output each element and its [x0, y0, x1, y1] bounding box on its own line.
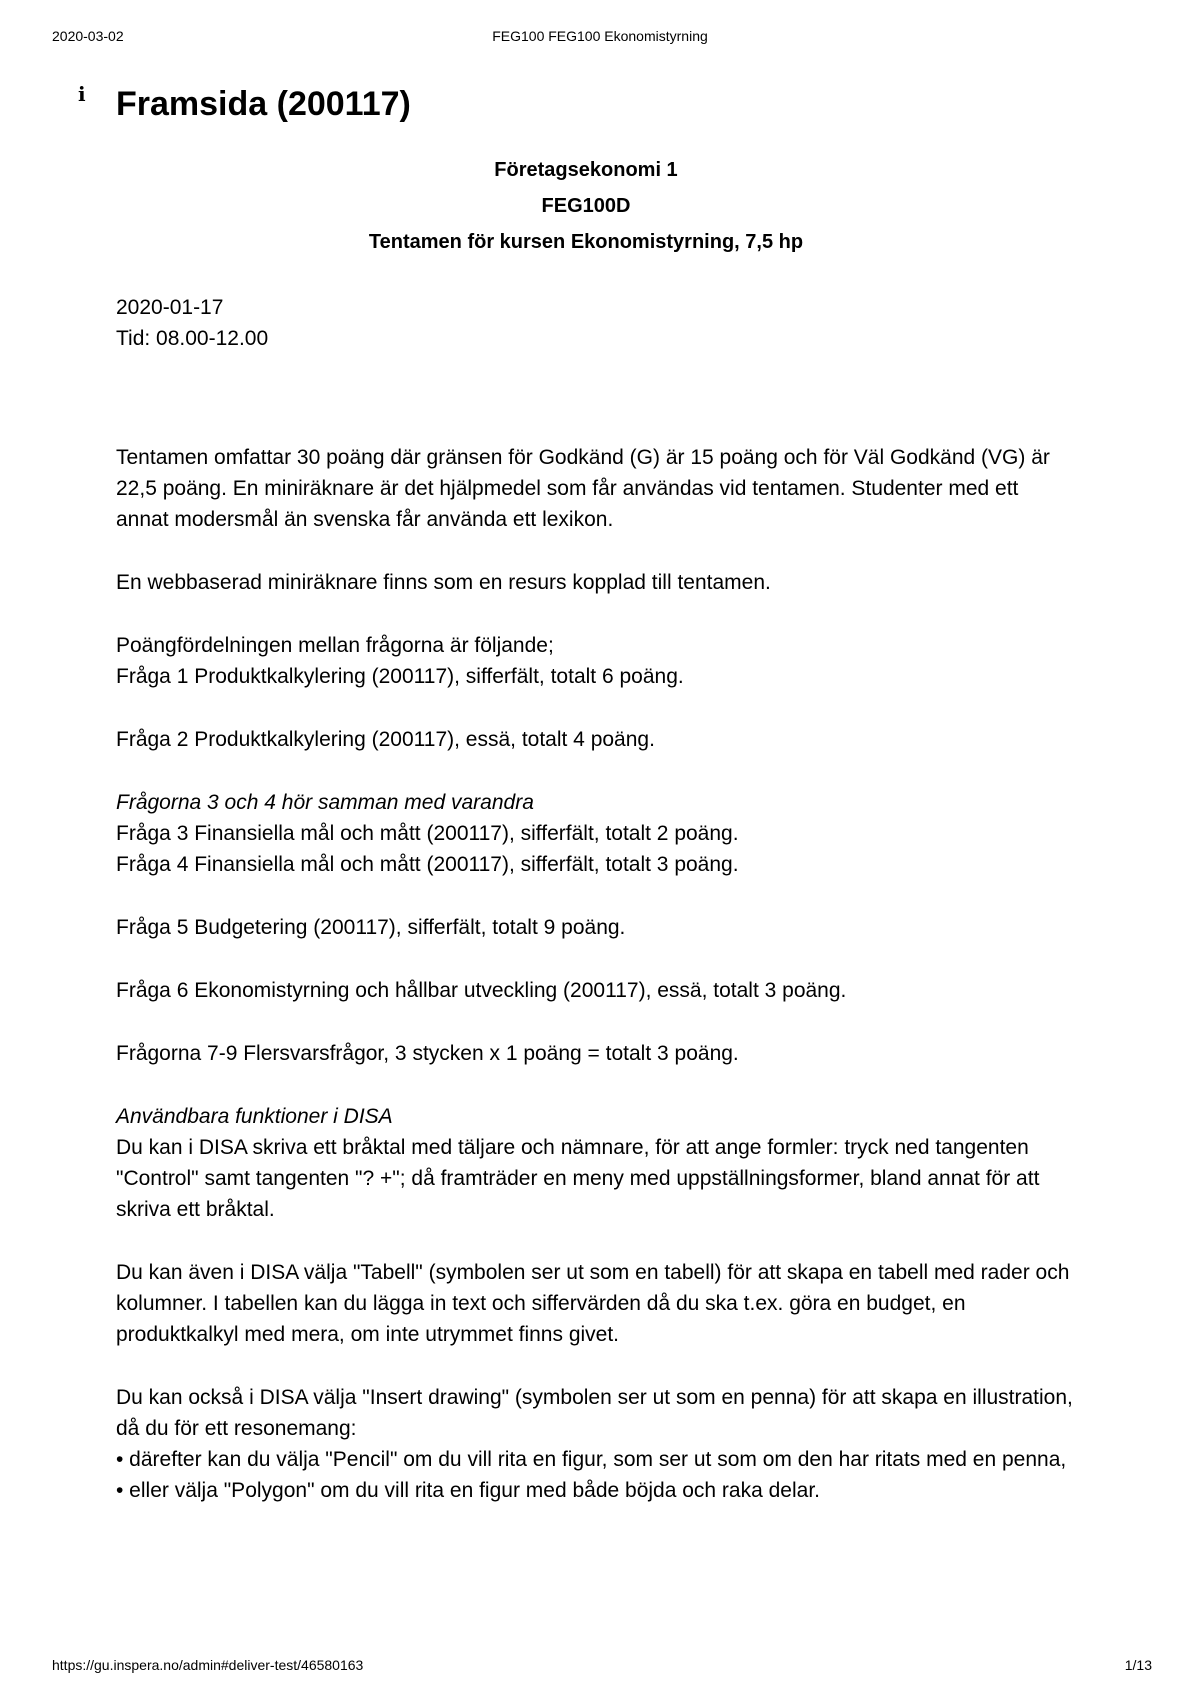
question-2: Fråga 2 Produktkalkylering (200117), essä, totalt 4 poäng.: [116, 728, 655, 751]
disa-table-paragraph: Du kan även i DISA välja "Tabell" (symbolen ser ut som en tabell) för att skapa en tabell med rader och kolumner. I tabellen kan du lägga in text och siffervärden då du ska t.ex. göra en budget, en produktkalkyl med mera, om inte utrymmet finns givet.: [116, 1261, 1070, 1346]
course-name: Företagsekonomi 1: [494, 159, 678, 181]
exam-time: Tid: 08.00-12.00: [116, 327, 269, 350]
disa-drawing-paragraph: Du kan också i DISA välja "Insert drawing" (symbolen ser ut som en penna) för att skapa en illustration, då du för ett resonemang:: [116, 1386, 1073, 1440]
exam-date: 2020-01-17: [116, 296, 224, 319]
print-header: [0, 28, 1200, 48]
course-code: FEG100D: [541, 195, 631, 217]
exam-instructions: [116, 292, 1076, 1506]
page-title: Framsida (200117): [116, 85, 411, 123]
questions-7-9: Frågorna 7-9 Flersvarsfrågor, 3 stycken x 1 poäng = totalt 3 poäng.: [116, 1042, 739, 1065]
bullet-polygon: • eller välja "Polygon" om du vill rita en figur med både böjda och raka delar.: [116, 1479, 820, 1502]
course-heading: [116, 152, 1056, 260]
disa-heading: [116, 1101, 1076, 1132]
question-3: Fråga 3 Finansiella mål och mått (200117), sifferfält, totalt 2 poäng.: [116, 822, 739, 845]
question-1: Fråga 1 Produktkalkylering (200117), sifferfält, totalt 6 poäng.: [116, 665, 684, 688]
info-icon: i: [78, 82, 86, 106]
questions-3-4-note-text: Frågorna 3 och 4 hör samman med varandra: [116, 791, 534, 814]
disa-fraction-paragraph: Du kan i DISA skriva ett bråktal med täljare och nämnare, för att ange formler: tryck ned tangenten "Control" samt tangenten "? +"; då framträder en meny med uppställningsformer, bland annat för att skriva ett bråktal.: [116, 1136, 1040, 1221]
questions-3-4-note: [116, 787, 1076, 818]
question-5: Fråga 5 Budgetering (200117), sifferfält, totalt 9 poäng.: [116, 916, 626, 939]
calculator-paragraph: En webbaserad miniräknare finns som en resurs kopplad till tentamen.: [116, 571, 771, 594]
question-4: Fråga 4 Finansiella mål och mått (200117), sifferfält, totalt 3 poäng.: [116, 853, 739, 876]
distribution-intro: Poängfördelningen mellan frågorna är följande;: [116, 634, 554, 657]
document-title: FEG100 FEG100 Ekonomistyrning: [492, 28, 708, 44]
intro-paragraph: Tentamen omfattar 30 poäng där gränsen för Godkänd (G) är 15 poäng och för Väl Godkänd (VG) är 22,5 poäng. En miniräknare är det hjälpmedel som får användas vid tentamen. Studenter med ett annat modersmål än svenska får använda ett lexikon.: [116, 446, 1050, 531]
disa-heading-text: Användbara funktioner i DISA: [116, 1105, 393, 1128]
exam-title: Tentamen för kursen Ekonomistyrning, 7,5 hp: [368, 231, 804, 253]
bullet-pencil: • därefter kan du välja "Pencil" om du vill rita en figur, som ser ut som om den har ritats med en penna,: [116, 1448, 1067, 1471]
page-number: 1/13: [1124, 1657, 1152, 1673]
page-url: https://gu.inspera.no/admin#deliver-test/46580163: [52, 1657, 364, 1673]
print-date: 2020-03-02: [52, 28, 124, 44]
question-6: Fråga 6 Ekonomistyrning och hållbar utveckling (200117), essä, totalt 3 poäng.: [116, 979, 847, 1002]
